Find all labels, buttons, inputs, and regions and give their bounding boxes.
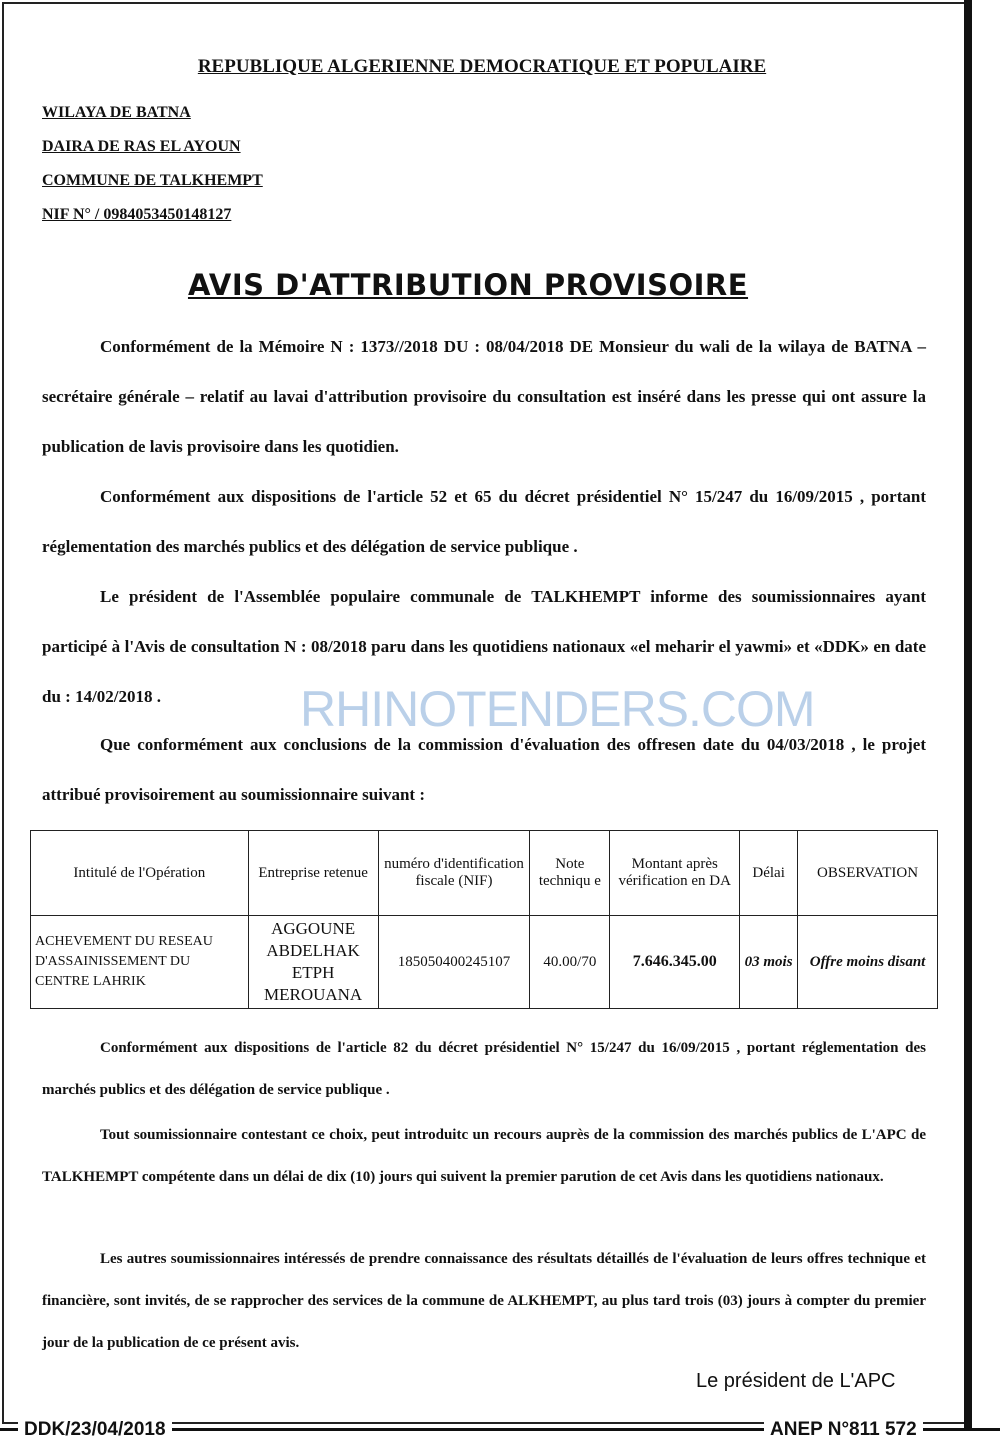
cell-nif: 185050400245107 [378, 916, 530, 1009]
table-header-row [31, 831, 938, 916]
cell-operation: ACHEVEMENT DU RESEAU D'ASSAINISSEMENT DU CENTRE LAHRIK [31, 916, 249, 1009]
republic-heading: REPUBLIQUE ALGERIENNE DEMOCRATIQUE ET POPULAIRE [197, 56, 767, 77]
header-montant: Montant après vérification en DA [610, 831, 740, 916]
cell-montant: 7.646.345.00 [610, 916, 740, 1009]
nif-line: NIF N° / 0984053450148127 [42, 206, 232, 223]
header-delai: Délai [740, 831, 798, 916]
paragraph-article-82: Conformément aux dispositions de l'article 82 du décret présidentiel N° 15/247 du 16/09/2015 , portant réglementation des marchés publics et des délégation de service publique . [42, 1040, 926, 1098]
paragraph-recours: Tout soumissionnaire contestant ce choix, peut introduitc un recours auprès de la commission des marchés publics de L'APC de TALKHEMPT compétente dans un délai de dix (10) jours qui suivent la premier parution de cet Avis dans les quotidiens nationaux. [42, 1127, 926, 1185]
paragraph-conclusions: Que conformément aux conclusions de la commission d'évaluation des offresen date du 04/03/2018 , le projet attribué provisoirement au soumissionnaire suivant : [42, 735, 926, 804]
daira-line: DAIRA DE RAS EL AYOUN [42, 138, 241, 155]
commune-line: COMMUNE DE TALKHEMPT [42, 172, 263, 189]
cell-delai: 03 mois [740, 916, 798, 1009]
paragraph-president: Le président de l'Assemblée populaire communale de TALKHEMPT informe des soumissionnaires ayant participé à l'Avis de consultation N : 08/2018 paru dans les quotidiens nationaux «el meharir el yawmi» et «DDK» en date du : 14/02/2018 . [42, 587, 926, 706]
paragraph-memoire: Conformément de la Mémoire N : 1373//2018 DU : 08/04/2018 DE Monsieur du wali de la wilaya de BATNA – secrétaire générale – relatif au lavai d'attribution provisoire du consultation est inséré dans les presse qui ont assure la publication de lavis provisoire dans les quotidien. [42, 337, 926, 456]
watermark: RHINOTENDERS.COM [300, 681, 815, 737]
cell-entreprise: AGGOUNE ABDELHAK ETPH MEROUANA [248, 916, 378, 1009]
attribution-table [30, 830, 938, 1009]
header-operation: Intitulé de l'Opération [31, 831, 249, 916]
header-entreprise: Entreprise retenue [248, 831, 378, 916]
header-nif: numéro d'identification fiscale (NIF) [378, 831, 530, 916]
paragraph-autres: Les autres soumissionnaires intéressés de prendre connaissance des résultats détaillés de l'évaluation de leurs offres technique et financière, sont invités, de se rapprocher des services de la commune de ALKHEMPT, au plus tard trois (03) jours à compter du premier jour de la publication de ce présent avis. [42, 1251, 926, 1351]
header-observation: OBSERVATION [798, 831, 938, 916]
wilaya-line: WILAYA DE BATNA [42, 104, 191, 121]
signature-line: Le président de L'APC [696, 1370, 896, 1392]
cell-note: 40.00/70 [530, 916, 610, 1009]
table-row [31, 916, 938, 1009]
cell-observation: Offre moins disant [798, 916, 938, 1009]
header-note: Note techniqu e [530, 831, 610, 916]
notice-title: AVIS D'ATTRIBUTION PROVISOIRE [187, 268, 749, 302]
footer-reference-right: ANEP N°811 572 [764, 1419, 923, 1441]
footer-reference-left: DDK/23/04/2018 [18, 1419, 172, 1441]
paragraph-article-52: Conformément aux dispositions de l'article 52 et 65 du décret présidentiel N° 15/247 du 16/09/2015 , portant réglementation des marchés publics et des délégation de service publique . [42, 487, 926, 556]
right-edge-bar [964, 0, 972, 1430]
